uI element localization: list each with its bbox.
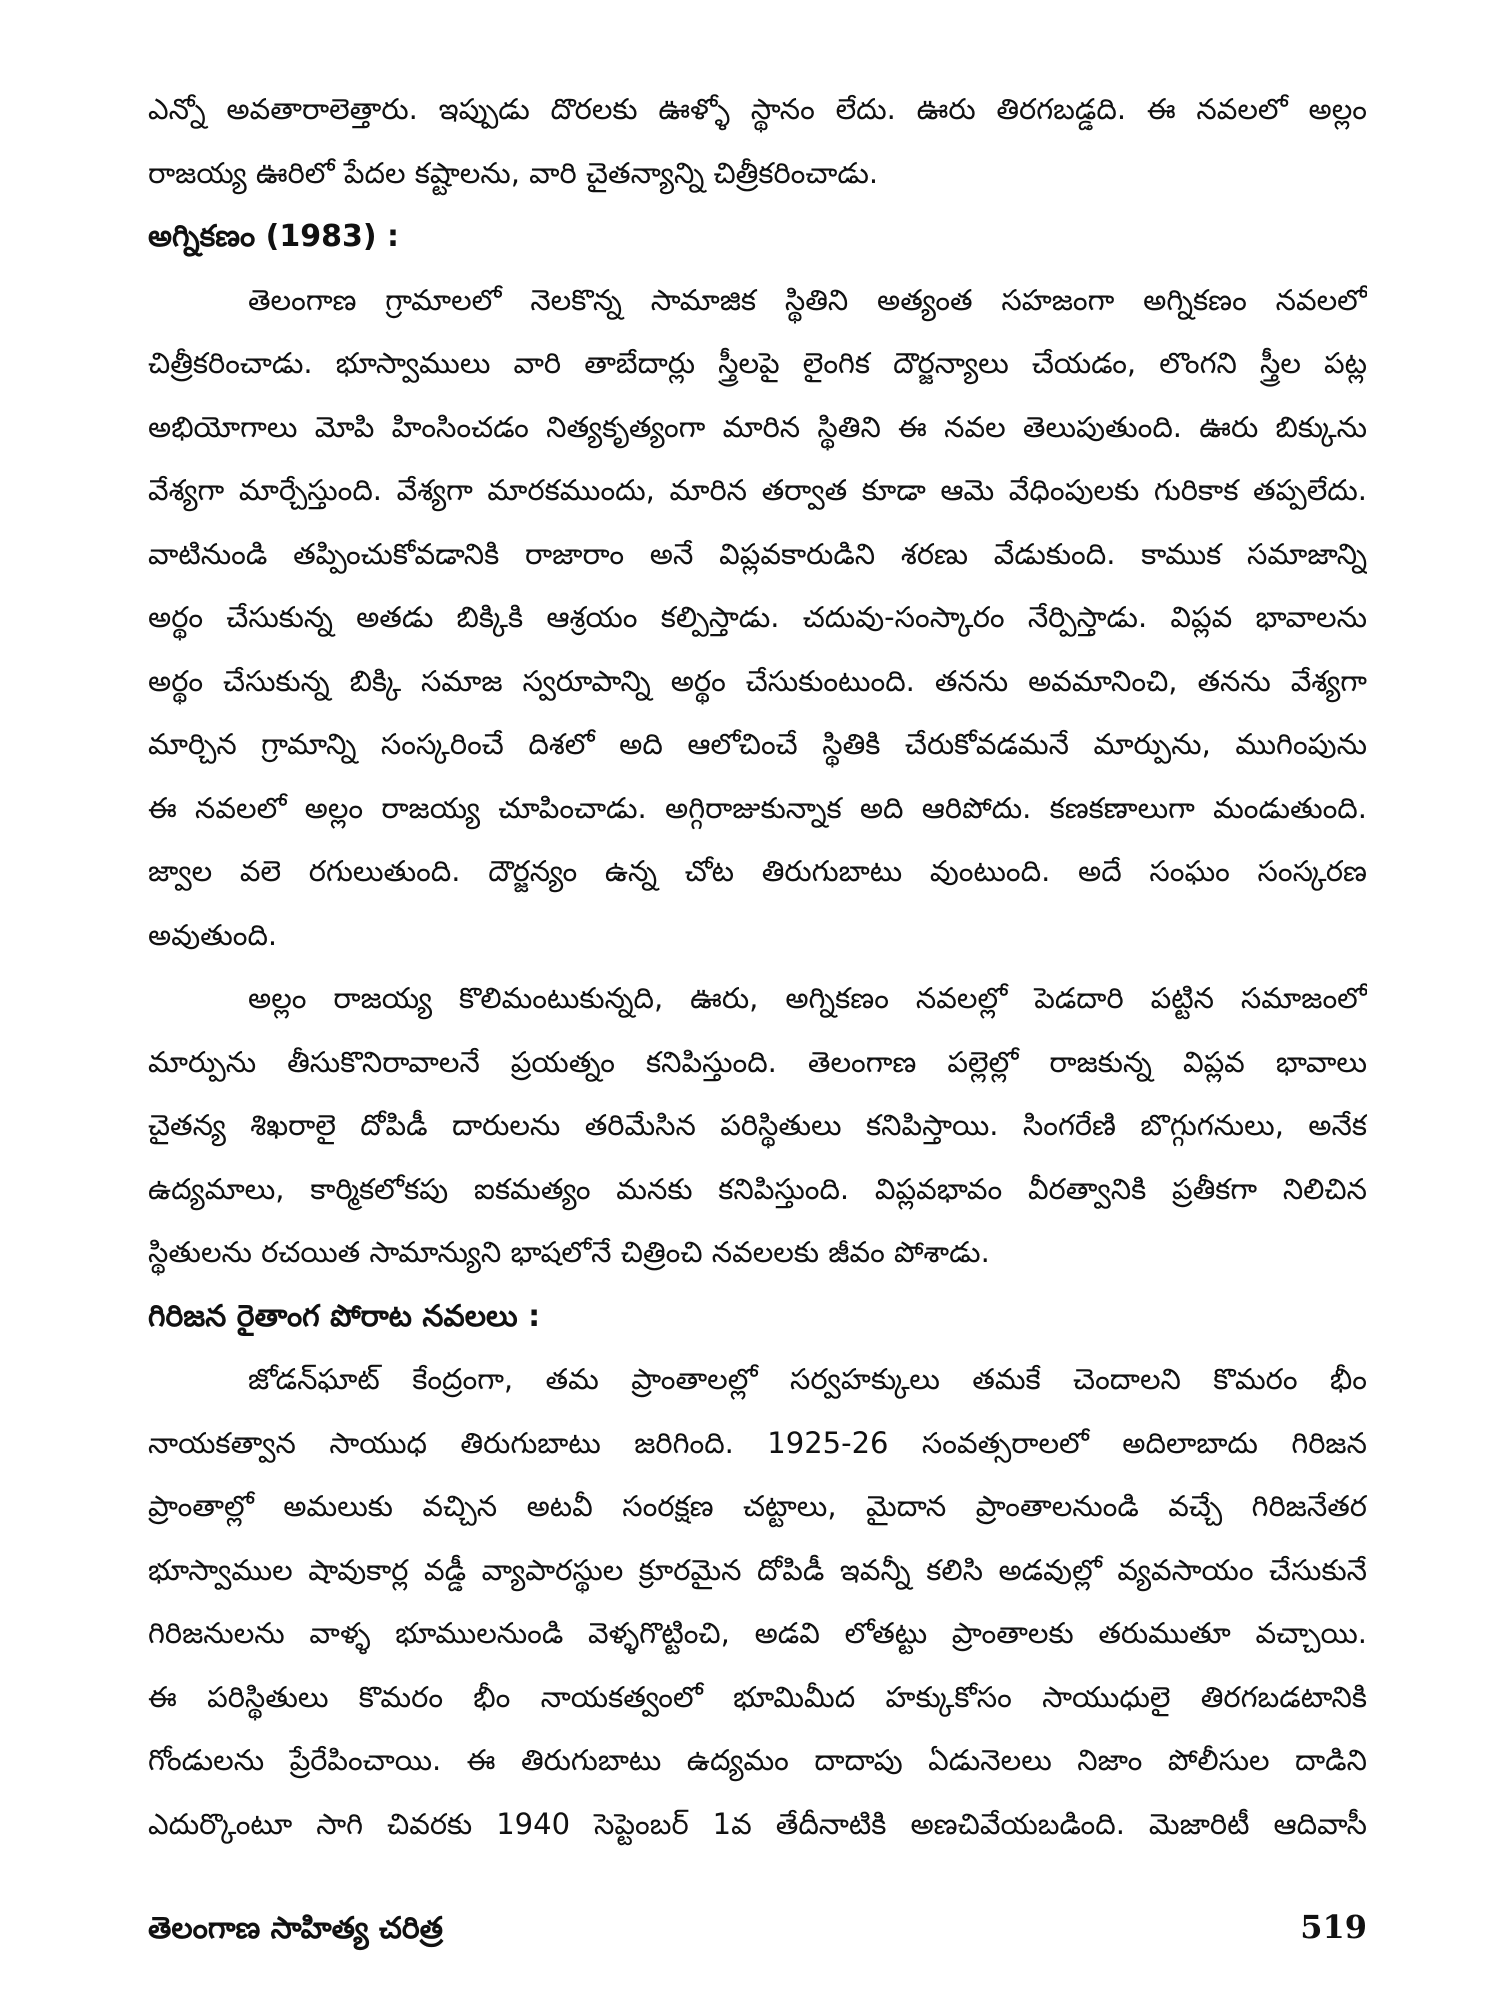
text-line: వాటినుండి తప్పించుకోవడానికి రాజారాం అనే విప్లవకారుడిని శరణు వేడుకుంది. కాముక సమాజాన్ని [148, 536, 1367, 571]
text-line: జ్వాల వలె రగులుతుంది. దౌర్జన్యం ఉన్న చోట తిరుగుబాటు వుంటుంది. అదే సంఘం సంస్కరణ [148, 854, 1367, 888]
text-line: ఎదుర్కొంటూ సాగి చివరకు 1940 సెప్టెంబర్ 1వ తేదీనాటికి అణచివేయబడింది. మెజారిటీ ఆదివాసీ [148, 1806, 1367, 1841]
text-line: రాజయ్య ఊరిలో పేదల కష్టాలను, వారి చైతన్యాన్ని చిత్రీకరించాడు. [148, 155, 879, 190]
text-line: నాయకత్వాన సాయుధ తిరుగుబాటు జరిగింది. 1925-26 సంవత్సరాలలో అదిలాబాదు గిరిజన [148, 1425, 1367, 1460]
text-line: గోండులను ప్రేరేపించాయి. ఈ తిరుగుబాటు ఉద్యమం దాదాపు ఏడునెలలు నిజాం పోలీసుల దాడిని [148, 1743, 1367, 1777]
text-line: అవుతుంది. [148, 917, 278, 952]
text-line: అర్థం చేసుకున్న అతడు బిక్కికి ఆశ్రయం కల్పిస్తాడు. చదువు-సంస్కారం నేర్పిస్తాడు. విప్లవ భావాలను [148, 600, 1367, 634]
page-footer [148, 1908, 1367, 1953]
text-line: వేశ్యగా మార్చేస్తుంది. వేశ్యగా మారకముందు, మారిన తర్వాత కూడా ఆమె వేధింపులకు గురికాక తప్పలేదు. [148, 473, 1367, 507]
text-line: చిత్రీకరించాడు. భూస్వాములు వారి తాబేదార్లు స్త్రీలపై లైంగిక దౌర్జన్యాలు చేయడం, లొంగని స్త్రీల పట్ల [148, 346, 1367, 380]
text-line: ప్రాంతాల్లో అమలుకు వచ్చిన అటవీ సంరక్షణ చట్టాలు, మైదాన ప్రాంతాలనుండి వచ్చే గిరిజనేతర [148, 1489, 1367, 1523]
text-line: స్థితులను రచయిత సామాన్యుని భాషలోనే చిత్రించి నవలలకు జీవం పోశాడు. [148, 1235, 990, 1269]
text-line: చైతన్య శిఖరాలై దోపిడీ దారులను తరిమేసిన పరిస్థితులు కనిపిస్తాయి. సింగరేణి బొగ్గుగనులు, అనేక [148, 1108, 1367, 1142]
text-line: అర్థం చేసుకున్న బిక్కి సమాజ స్వరూపాన్ని అర్థం చేసుకుంటుంది. తనను అవమానించి, తనను వేశ్యగా [148, 663, 1367, 698]
text-line: తెలంగాణ గ్రామాలలో నెలకొన్న సామాజిక స్థితిని అత్యంత సహజంగా అగ్నికణం నవలలో [248, 282, 1367, 317]
text-line: ఈ నవలలో అల్లం రాజయ్య చూపించాడు. అగ్గిరాజుకున్నాక అది ఆరిపోదు. కణకణాలుగా మండుతుంది. [148, 790, 1367, 825]
text-line: గిరిజనులను వాళ్ళ భూములనుండి వెళ్ళగొట్టించి, అడవి లోతట్టు ప్రాంతాలకు తరుముతూ వచ్చాయి. [148, 1616, 1367, 1650]
text-line: ఉద్యమాలు, కార్మికలోకపు ఐకమత్యం మనకు కనిపిస్తుంది. విప్లవభావం వీరత్వానికి ప్రతీకగా నిలిచిన [148, 1171, 1367, 1206]
text-line: అల్లం రాజయ్య కొలిమంటుకున్నది, ఊరు, అగ్నికణం నవలల్లో పెడదారి పట్టిన సమాజంలో [248, 981, 1367, 1015]
text-line: మార్చిన గ్రామాన్ని సంస్కరించే దిశలో అది ఆలోచించే స్థితికి చేరుకోవడమనే మార్పును, ముగింపును [148, 727, 1367, 761]
text-line: ఈ పరిస్థితులు కొమరం భీం నాయకత్వంలో భూమిమీద హక్కుకోసం సాయుధులై తిరగబడటానికి [148, 1679, 1367, 1714]
text-line: జోడన్‌ఘాట్ కేంద్రంగా, తమ ప్రాంతాలల్లో సర్వహక్కులు తమకే చెందాలని కొమరం భీం [248, 1362, 1367, 1396]
text-line: భూస్వాముల షావుకార్ల వడ్డీ వ్యాపారస్థుల క్రూరమైన దోపిడీ ఇవన్నీ కలిసి అడవుల్లో వ్యవసాయం చేసుకునే [148, 1552, 1367, 1587]
section-heading-girijana: గిరిజన రైతాంగ పోరాట నవలలు : [148, 1298, 541, 1334]
text-line: మార్పును తీసుకొనిరావాలనే ప్రయత్నం కనిపిస్తుంది. తెలంగాణ పల్లెల్లో రాజకున్న విప్లవ భావాలు [148, 1044, 1367, 1079]
section-heading-agnikanam: అగ్నికణం (1983) : [148, 219, 400, 254]
text-line: అభియోగాలు మోపి హింసించడం నిత్యకృత్యంగా మారిన స్థితిని ఈ నవల తెలుపుతుంది. ఊరు బిక్కును [148, 409, 1367, 444]
text-line: ఎన్నో అవతారాలెత్తారు. ఇప్పుడు దొరలకు ఊళ్ళో స్థానం లేదు. ఊరు తిరగబడ్డది. ఈ నవలలో అల్లం [148, 92, 1367, 126]
book-title: తెలంగాణ సాహిత్య చరిత్ర [148, 1911, 443, 1946]
page-number: 519 [1300, 1908, 1367, 1946]
